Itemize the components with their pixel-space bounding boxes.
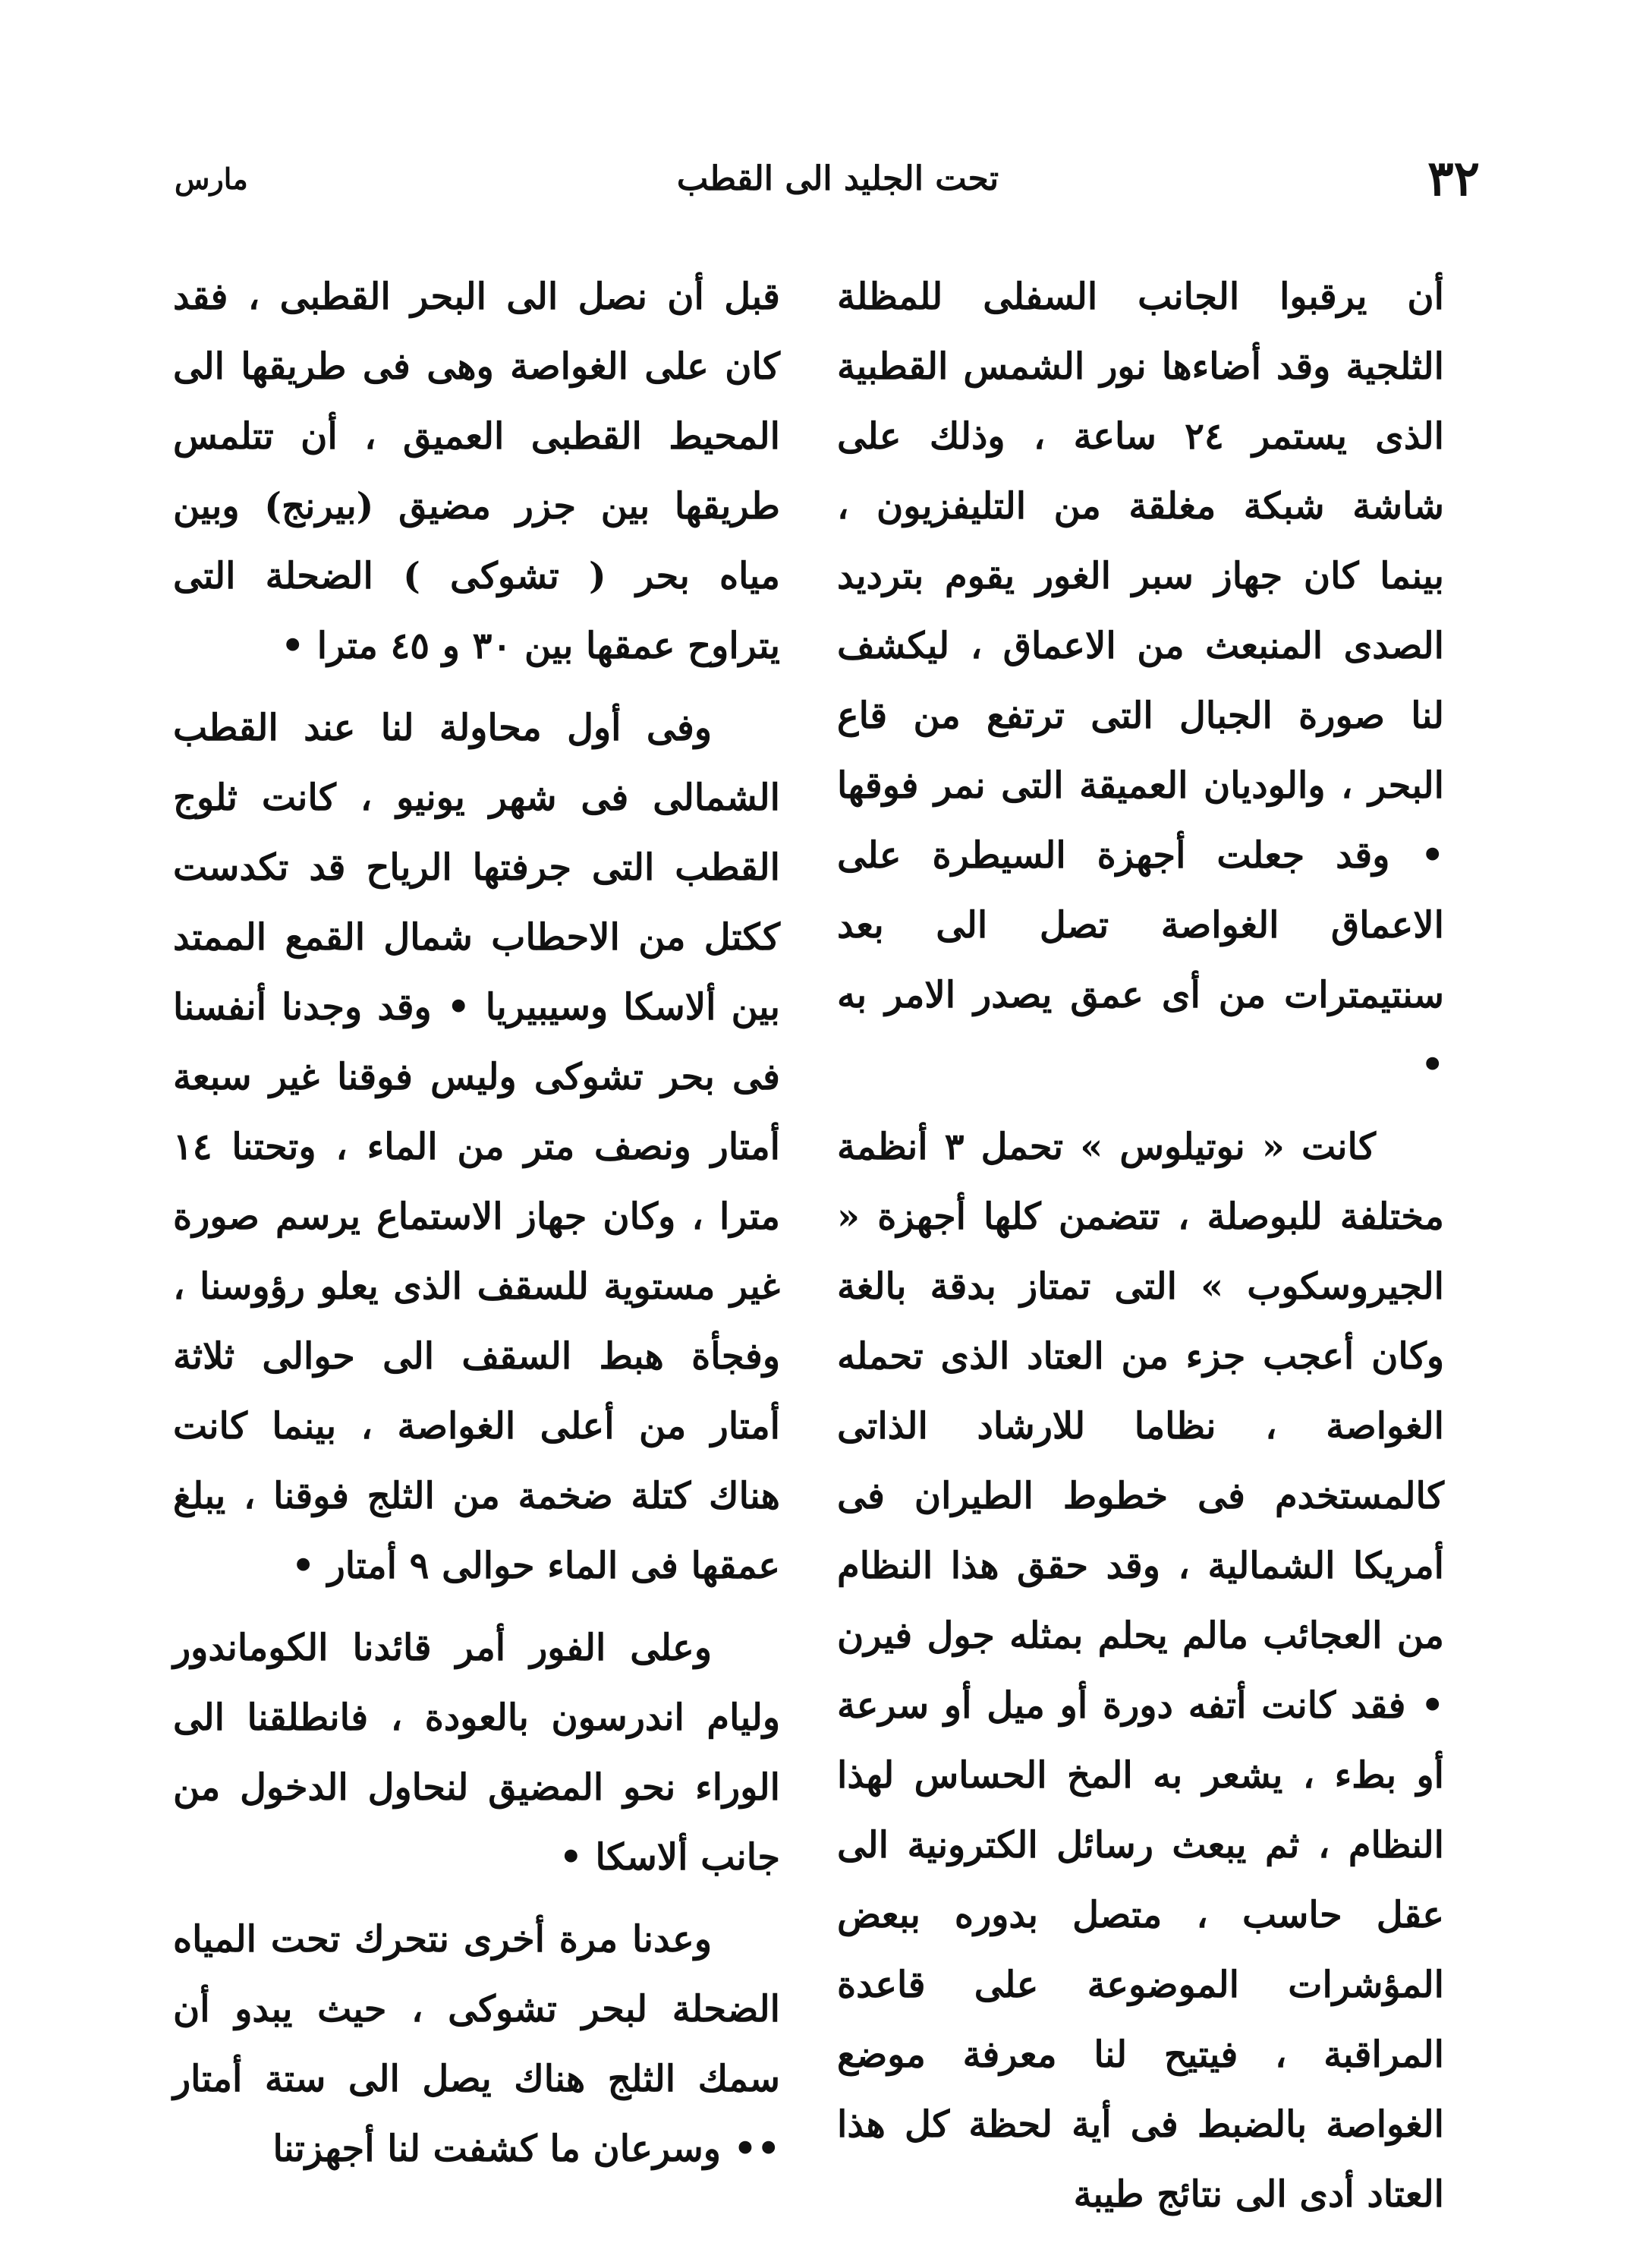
running-month: مارس (175, 161, 248, 196)
paragraph: وفى أول محاولة لنا عند القطب الشمالى فى شهر يونيو ، كانت ثلوج القطب التى جرفتها الرياح قد تكدست ككتل من الاحطاب شمال القمع الممتد بين ألاسكا وسيبيريا • وقد وجدنا أنفسنا فى بحر تشوكى وليس فوقنا غير سبعة أمتار ونصف متر من الماء ، وتحتنا ١٤ مترا ، وكان جهاز الاستماع يرسم صورة غير مستوية للسقف الذى يعلو رؤوسنا ، وفجأة هبط السقف الى حوالى ثلاثة أمتار من أعلى الغواصة ، بينما كانت هناك كتلة ضخمة من الثلج فوقنا ، يبلغ عمقها فى الماء حوالى ٩ أمتار • (173, 707, 780, 1587)
paragraph: وعدنا مرة أخرى نتحرك تحت المياه الضحلة لبحر تشوكى ، حيث يبدو أن سمك الثلج هناك يصل الى ستة أمتار •• وسرعان ما كشفت لنا أجهزتنا (173, 1918, 780, 2170)
right-column (837, 262, 1445, 2216)
paragraph: أن يرقبوا الجانب السفلى للمظلة الثلجية وقد أضاءها نور الشمس القطبية الذى يستمر ٢٤ ساعة ، وذلك على شاشة شبكة مغلقة من التليفزيون ، بينما كان جهاز سبر الغور يقوم بترديد الصدى المنبعث من الاعماق ، ليكشف لنا صورة الجبال التى ترتفع من قاع البحر ، والوديان العميقة التى نمر فوقها • وقد جعلت أجهزة السيطرة على الاعماق الغواصة تصل الى بعد سنتيمترات من أى عمق يصدر الامر به • (837, 276, 1444, 1086)
paragraph: كانت « نوتيلوس » تحمل ٣ أنظمة مختلفة للبوصلة ، تتضمن كلها أجهزة « الجيروسكوب » التى تمتاز بدقة بالغة وكان أعجب جزء من العتاد الذى تحمله الغواصة ، نظاما للارشاد الذاتى كالمستخدم فى خطوط الطيران فى أمريكا الشمالية ، وقد حقق هذا النظام من العجائب مالم يحلم بمثله جول فيرن • فقد كانت أتفه دورة أو ميل أو سرعة أو بطء ، يشعر به المخ الحساس لهذا النظام ، ثم يبعث رسائل الكترونية الى عقل حاسب ، متصل بدوره ببعض المؤشرات الموضوعة على قاعدة المراقبة ، فيتيح لنا معرفة موضع الغواصة بالضبط فى أية لحظة كل هذا العتاد أدى الى نتائج طيبة (837, 1126, 1445, 2216)
running-title: تحت الجليد الى القطب (676, 159, 999, 198)
page-number: ٣٢ (1427, 150, 1480, 207)
page-header (175, 144, 1480, 213)
left-column (173, 262, 780, 2170)
paragraph: وعلى الفور أمر قائدنا الكوماندور وليام اندرسون بالعودة ، فانطلقنا الى الوراء نحو المضيق لنحاول الدخول من جانب ألاسكا • (173, 1627, 780, 1879)
paragraph: قبل أن نصل الى البحر القطبى ، فقد كان على الغواصة وهى فى طريقها الى المحيط القطبى العميق ، أن تتلمس طريقها بين جزر مضيق (بيرنج) وبين مياه بحر ( تشوكى ) الضحلة التى يتراوح عمقها بين ٣٠ و ٤٥ مترا • (173, 276, 780, 667)
